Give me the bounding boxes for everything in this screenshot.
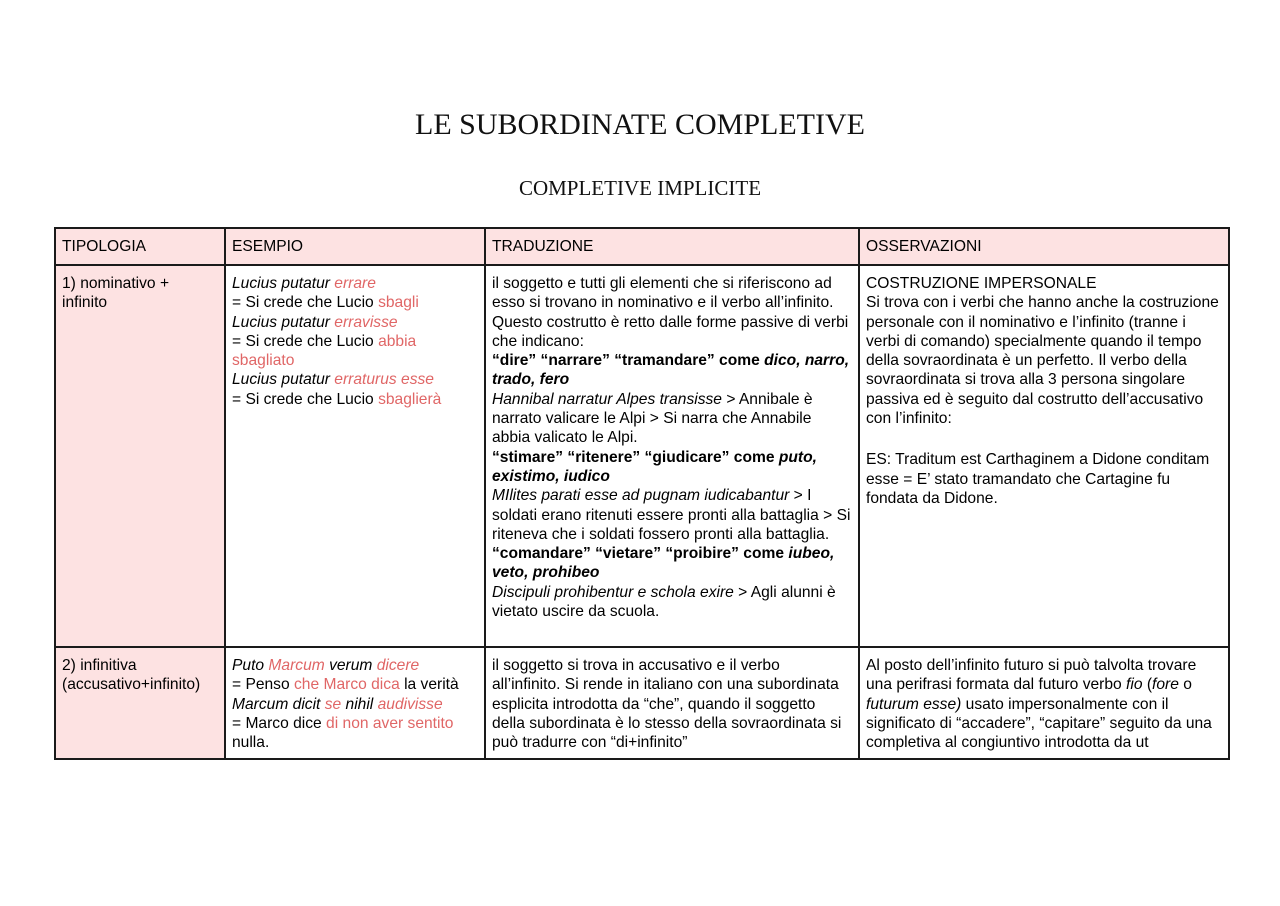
verb-group-latin: dico, narro, trado, fero [492, 352, 850, 389]
cell-osservazioni [859, 265, 1229, 647]
cell-traduzione [485, 265, 859, 647]
translation-text: nulla. [232, 734, 270, 752]
translation-text: = Si crede che Lucio [232, 294, 379, 312]
table-row [55, 647, 1229, 759]
latin-example: Lucius putatur [232, 371, 335, 389]
observation-example: ES: Traditum est Carthaginem a Didone conditam esse = E’ stato tramandato che Cartagine fu fondata da Didone. [866, 451, 1210, 507]
latin-example: Marcum dicit [232, 695, 325, 713]
spacer [866, 428, 1222, 450]
latin-example: Puto [232, 657, 269, 674]
example-translation: > Annibale è narrato valicare le Alpi > Si narra che Annabile abbia valicato le Alpi. [492, 390, 813, 447]
completive-table [54, 227, 1230, 760]
highlight: di non aver sentito [326, 714, 454, 732]
highlight: erravisse [334, 313, 398, 331]
latin-example: verum [324, 657, 377, 674]
verb-group-latin: iubeo, veto, prohibeo [492, 545, 835, 582]
translation-text: = Marco dice [232, 714, 327, 732]
observation-heading: COSTRUZIONE IMPERSONALE [866, 275, 1097, 292]
highlight: dicere [376, 657, 420, 674]
observation-text: Al posto dell’infinito futuro si può talvolta trovare una perifrasi formata dal futuro verbo [866, 657, 1197, 694]
highlight: Marcum [268, 657, 325, 674]
observation-text: usato impersonalmente con il significato di “accadere”, “capitare” seguito da una completiva al congiuntivo introdotta da ut [866, 695, 1212, 752]
latin-example: Lucius putatur [232, 313, 335, 331]
observation-text: o [1178, 676, 1192, 694]
verb-group-latin: puto, existimo, iudico [492, 448, 817, 485]
verb-group-heading: “stimare” “ritenere” “giudicare” come [492, 448, 779, 466]
highlight: se [324, 695, 342, 713]
latin-example: Lucius putatur [232, 275, 335, 292]
header-osservazioni: OSSERVAZIONI [859, 228, 1229, 265]
explanation-text: il soggetto e tutti gli elementi che si riferiscono ad esso si trovano in nominativo e il verbo all’infinito. Questo costrutto è retto dalle forme passive di verbi che indicano: [492, 275, 849, 350]
cell-esempio [225, 265, 485, 647]
translation-text: = Si crede che Lucio [232, 390, 379, 408]
document-title: LE SUBORDINATE COMPLETIVE [415, 108, 865, 141]
translation-text: = Penso [232, 676, 294, 694]
highlight: sbagli [378, 294, 419, 312]
latin-term: fore [1152, 676, 1179, 694]
highlight: audivisse [377, 695, 443, 713]
example-translation: > Agli alunni è vietato uscire da scuola. [492, 583, 836, 621]
verb-group-heading: “comandare” “vietare” “proibire” come [492, 545, 789, 563]
highlight: abbia sbagliato [232, 332, 417, 370]
latin-example: MIlites parati esse ad pugnam iudicabantur [492, 487, 790, 505]
highlight: erraturus esse [334, 371, 434, 389]
cell-tipologia: 2) infinitiva (accusativo+infinito) [55, 647, 225, 759]
header-esempio: ESEMPIO [225, 228, 485, 265]
latin-example: Discipuli prohibentur e schola exire [492, 583, 734, 601]
header-tipologia: TIPOLOGIA [55, 228, 225, 265]
verb-group-heading: “dire” “narrare” “tramandare” come [492, 352, 765, 370]
observation-text: ( [1142, 676, 1153, 694]
table-header-row [55, 228, 1229, 265]
header-traduzione: TRADUZIONE [485, 228, 859, 265]
translation-text: la verità [399, 676, 459, 694]
translation-text: = Si crede che Lucio [232, 332, 379, 350]
latin-example: nihil [341, 695, 378, 713]
example-translation: > I soldati erano ritenuti essere pronti alla battaglia > Si riteneva che i soldati fossero pronti alla battaglia. [492, 487, 851, 543]
section-subtitle: COMPLETIVE IMPLICITE [518, 176, 762, 200]
latin-term: futurum esse) [866, 695, 962, 713]
cell-esempio [225, 647, 485, 759]
highlight: sbaglierà [378, 390, 442, 408]
observation-body: Si trova con i verbi che hanno anche la costruzione personale con il nominativo e l’infinito (tranne i verbi di comando) specialmente quando il tempo della sovraordinata è un perfetto. Il verbo della sovraordinata si trova alla 3 persona singolare passiva ed è seguito dal costrutto dell’accusativo con l’infinito: [866, 294, 1219, 428]
highlight: che Marco dica [294, 676, 400, 694]
cell-osservazioni [859, 647, 1229, 759]
latin-example: Hannibal narratur Alpes transisse [492, 390, 722, 408]
cell-tipologia: 1) nominativo + infinito [55, 265, 225, 647]
table-row [55, 265, 1229, 647]
latin-term: fio [1126, 676, 1143, 694]
cell-traduzione: il soggetto si trova in accusativo e il verbo all’infinito. Si rende in italiano con una subordinata esplicita introdotta da “che”, quando il soggetto della subordinata è lo stesso della sovraordinata si può tradurre con “di+infinito” [485, 647, 859, 759]
highlight: errare [334, 275, 376, 292]
